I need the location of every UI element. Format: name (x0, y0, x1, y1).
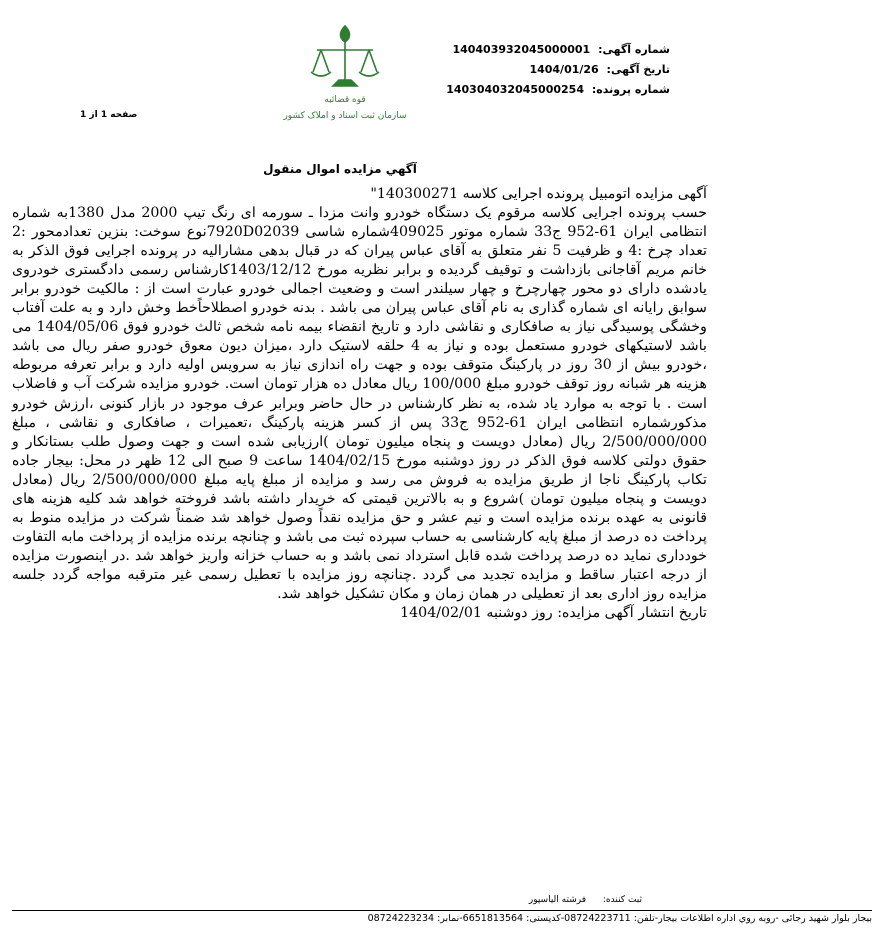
footer (12, 892, 872, 927)
org-name-line2: سازمان ثبت اسناد و املاک کشور (283, 111, 407, 121)
contact-line: بیجار بلوار شهید رجائی -روبه روي اداره اطلاعات بیجار-تلفن: 08724223711-کدپستی: 6651813564-نمابر: 08724223234 (367, 913, 872, 924)
page-number: صفحه 1 از 1 (80, 110, 138, 120)
registrar-label: ثبت کننده: (602, 895, 642, 905)
notice-number-row (440, 40, 670, 60)
heading-line: آگهی مزایده اتومبیل پرونده اجرایی کلاسه 140300271" (370, 186, 707, 202)
document-title: آگهي مزايده اموال منقول (263, 162, 417, 176)
justice-scales-emblem-icon (275, 18, 415, 128)
notice-meta (440, 40, 670, 100)
notice-date: 1404/01/26 (529, 63, 599, 76)
notice-body (12, 185, 707, 623)
file-number-label: شماره پرونده: (591, 83, 670, 96)
publish-line: تاریخ انتشار آگهی مزایده: روز دوشنبه 1404/02/01 (400, 605, 707, 622)
registrar-name: فرشته الیاسپور (528, 895, 587, 905)
notice-date-label: تاریخ آگهی: (606, 63, 670, 76)
notice-number: 140403932045000001 (452, 43, 591, 56)
org-name-line1: قوه قضائیه (324, 95, 366, 105)
file-number-row (440, 80, 670, 100)
notice-paragraph: حسب پرونده اجرایی کلاسه مرقوم یک دستگاه خودرو وانت مزدا ـ سورمه ای رنگ تیپ 2000 مدل 1380به شماره انتظامی ایران 61-952 ج33 شماره موتور 409025شماره شاسی 7920D02039نوع سوخت: بنزین تعدادمحور :2 تعداد چرخ :4 و ظرفیت 5 نفر متعلق به آقای عباس پیران که در قبال بدهی مشارالیه در پرونده اجرایی فوق الذکر به خانم مریم آقاجانی بازداشت و توقیف گردیده و برابر نظریه مورخ 1403/12/12کارشناس رسمی دادگستری خودروی یادشده دارای دو محور چهارچرخ و چهار سیلندر است و وضعیت اجمالی خودرو عبارت است از : مالکیت خودرو برابر سوابق رایانه ای شماره گذاری به نام آقای عباس پیران می باشد . بدنه خودرو اصطلاحاًخط وخش دارد و به علت آفتاب وخشگی پوسیدگی نیاز به صافکاری و نقاشی دارد و تاریخ انقضاء بیمه نامه شخص ثالث خودرو فوق 1404/05/06 می باشد لاستیکهای خودرو مستعمل بوده و نیاز به 4 حلقه لاستیک دارد ،میزان دیون معوق خودرو صفر ریال می باشد ،خودرو بیش از 30 روز در پارکینگ متوقف بوده و جهت راه اندازی نیاز به سرویس اولیه دارد و برابر تعرفه مربوطه هزینه هر شبانه روز توقف خودرو مبلغ 100/000 ریال معادل ده هزار تومان است. خودرو مزایده شرکت آب و فاضلاب است . با توجه به موارد یاد شده، به نظر کارشناس در حال حاضر وبرابر عرف موجود در بازار کنونی ،ارزش خودرو مذکورشماره انتظامی ایران 61-952 ج33 پس از کسر هزینه پارکینگ ،تعمیرات ، صافکاری و نقاشی ، مبلغ 2/500/000/000 ریال (معادل دویست و پنجاه میلیون تومان )ارزیابی شده است و جهت وصول طلب بستانکار و حقوق دولتی کلاسه فوق الذکر در روز دوشنبه مورخ 1404/02/15 ساعت 9 صبح الی 12 ظهر در محل: بیجار جاده تکاب پارکینگ ناجا از طریق مزایده به فروش می رسد و مزایده از مبلغ پایه مبلغ 2/500/000/000 ریال (معادل دویست و پنجاه میلیون تومان )شروع و به بالاترین قیمتی که خریدار داشته باشد فروخته خواهد شد کلیه هزینه های قانونی به عهده برنده مزایده است و نیم عشر و حق مزایده نقداً وصول خواهد شد ضمناً شرکت در مزایده منوط به پرداخت ده درصد از مبلغ پایه کارشناسی به حساب سپرده ثبت می باشد و چنانچه برنده مزایده از پرداخت مابه التفاوت خودداری نماید ده درصد پرداخت شده قابل استرداد نمی باشد و به حساب خزانه واریز خواهد شد .در اینصورت مزایده از درجه اعتبار ساقط و مزایده تجدید می گردد .چنانچه روز مزایده با تعطیل رسمی غیر مترقبه مواجه گردد جلسه مزایده روز اداری بعد از تعطیلی در همان زمان و مکان تشکیل خواهد شد. (12, 205, 708, 602)
notice-number-label: شماره آگهی: (598, 43, 670, 56)
registrar (12, 892, 872, 908)
file-number: 140304032045000254 (446, 83, 584, 96)
notice-date-row (440, 60, 670, 80)
